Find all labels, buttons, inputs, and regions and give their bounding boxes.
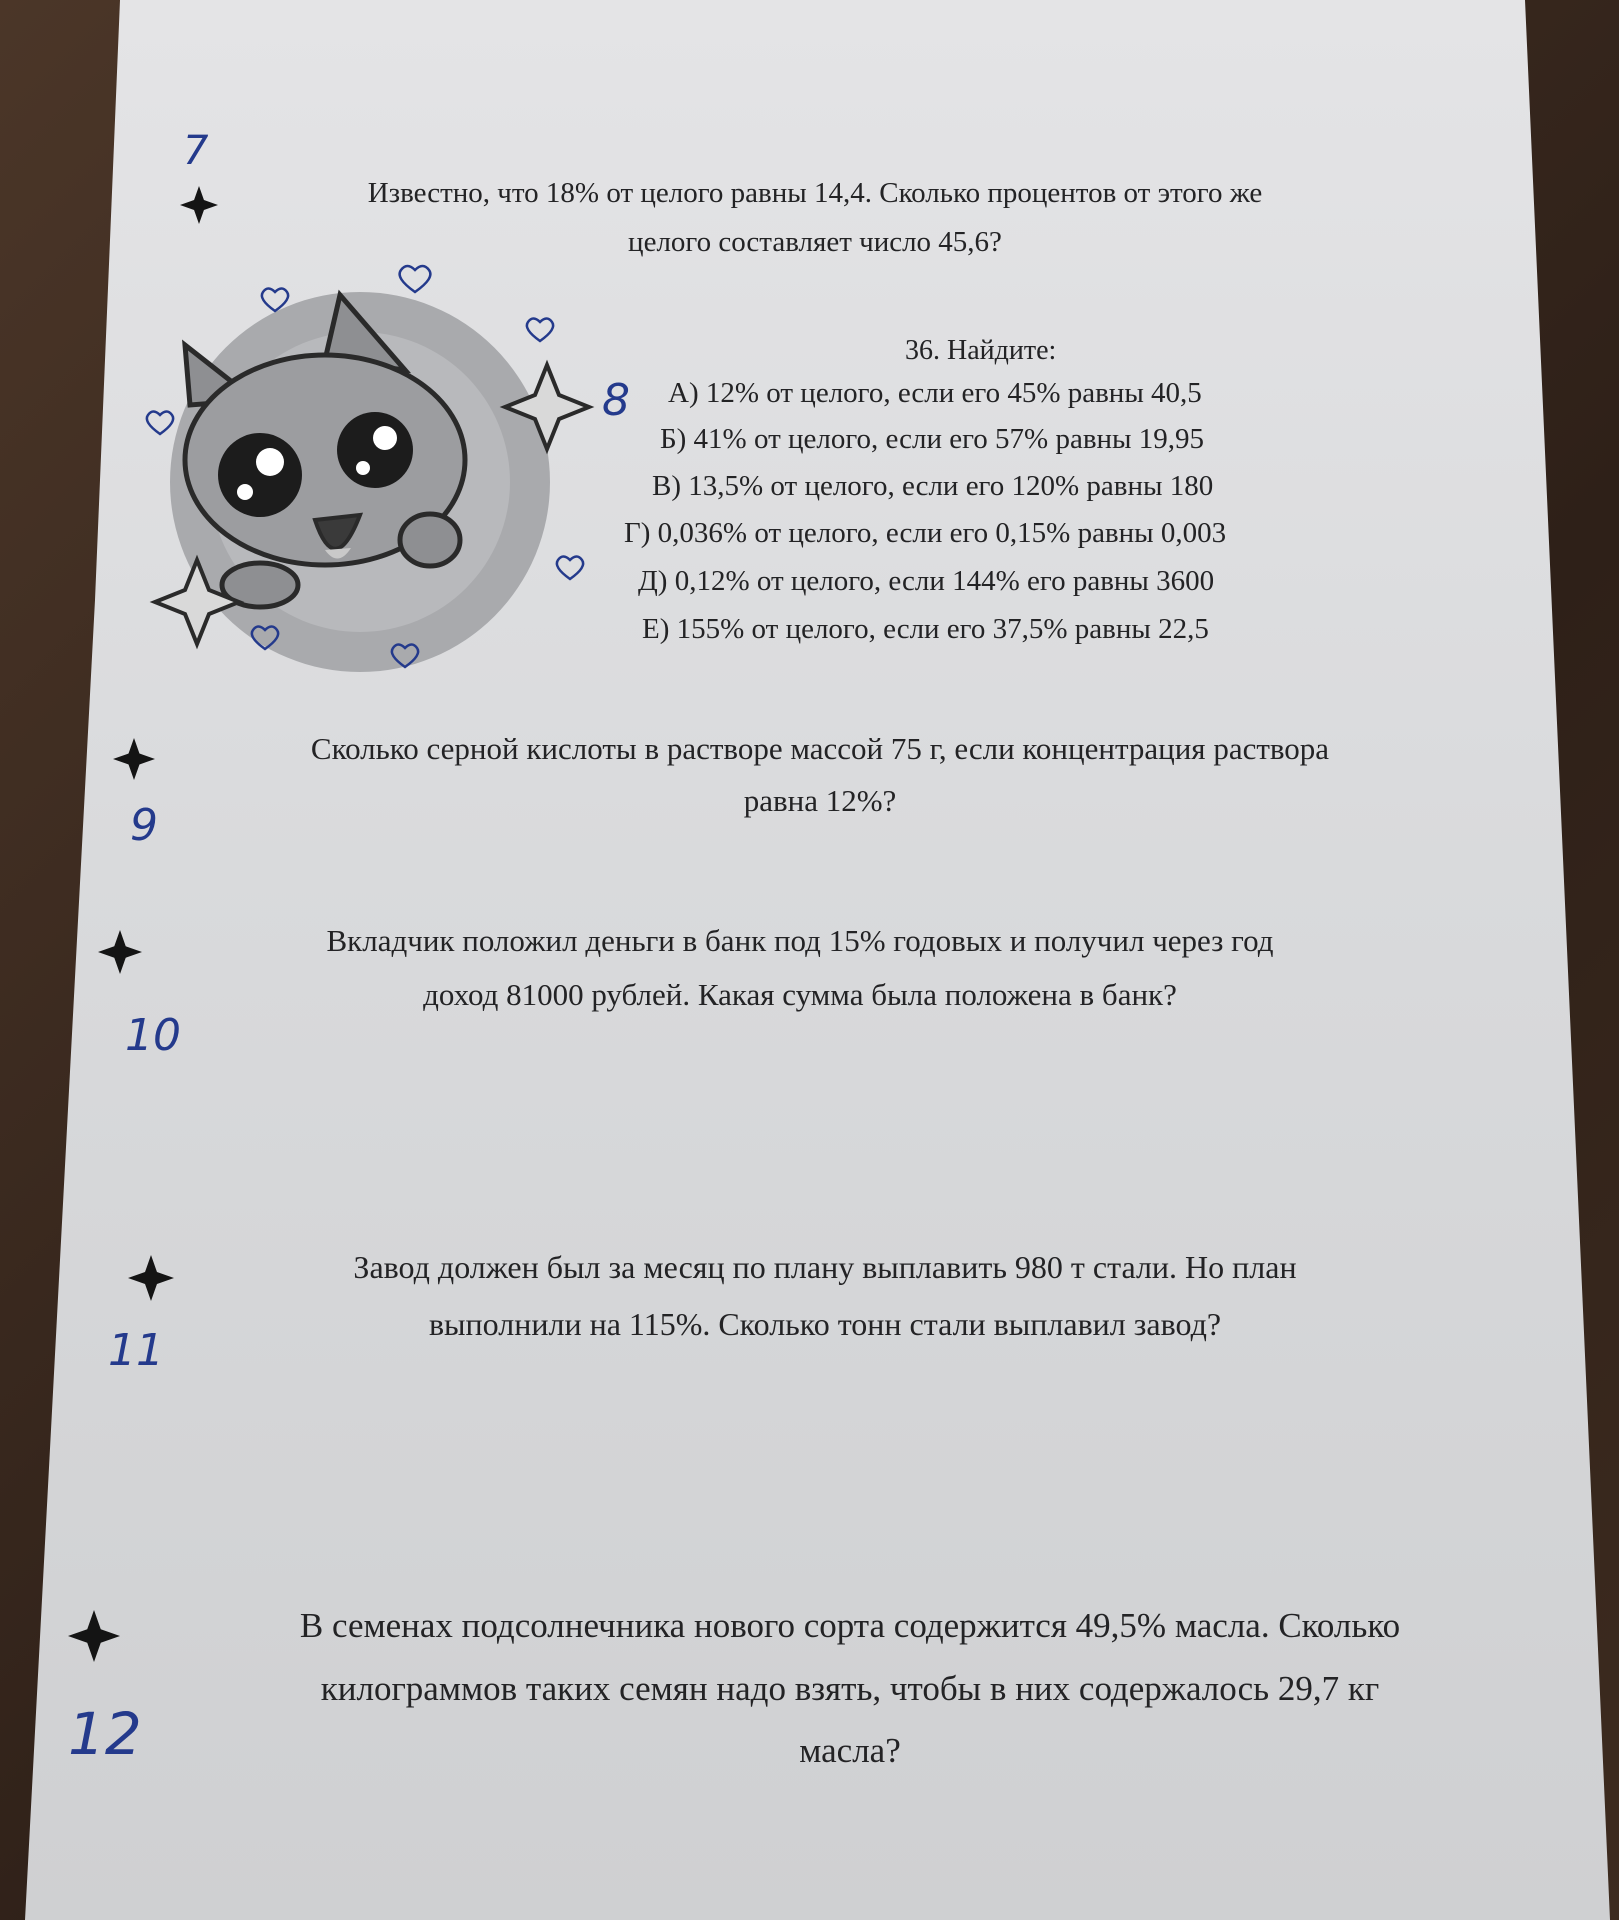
- question-12-line-3: масла?: [799, 1731, 901, 1771]
- question-10-line-2: доход 81000 рублей. Какая сумма была положена в банк?: [423, 976, 1177, 1012]
- question-12-line-1: В семенах подсолнечника нового сорта содержится 49,5% масла. Сколько: [299, 1606, 1401, 1645]
- question-7-number: 7: [183, 128, 209, 174]
- question-9-number: 9: [130, 800, 158, 851]
- question-8-heading: 36. Найдите:: [905, 335, 1057, 366]
- question-12-number: 12: [68, 1700, 142, 1768]
- question-11-number: 11: [108, 1325, 164, 1376]
- question-8-item: А) 12% от целого, если его 45% равны 40,5: [668, 377, 1202, 409]
- question-10-text: [160, 922, 1440, 1014]
- question-9-text: [170, 730, 1470, 820]
- question-8-item: Б) 41% от целого, если его 57% равны 19,95: [660, 423, 1205, 455]
- question-8-item: Д) 0,12% от целого, если 144% его равны 3600: [638, 565, 1215, 597]
- question-10-line-1: Вкладчик положил деньги в банк под 15% годовых и получил через год: [326, 923, 1274, 958]
- heart-icon: [400, 266, 431, 292]
- question-8-item: Г) 0,036% от целого, если его 0,15% равны 0,003: [624, 517, 1227, 549]
- question-8-number: 8: [602, 375, 630, 426]
- cat-illustration: [145, 250, 605, 690]
- question-11-line-1: Завод должен был за месяц по плану выплавить 980 т стали. Но план: [353, 1249, 1297, 1285]
- cat-right-paw: [400, 514, 460, 566]
- question-11-text: [190, 1248, 1460, 1344]
- question-12-line-2: килограммов таких семян надо взять, чтобы в них содержалось 29,7 кг: [320, 1668, 1380, 1708]
- cat-right-eye: [337, 412, 413, 488]
- question-7-text: [230, 176, 1400, 261]
- question-9-line-2: равна 12%?: [743, 782, 897, 818]
- heart-icon: [527, 319, 553, 342]
- heart-icon: [147, 412, 173, 435]
- cat-left-eye: [218, 433, 302, 517]
- question-12-text: [130, 1605, 1570, 1773]
- question-10-number: 10: [125, 1010, 181, 1061]
- heart-icon: [262, 289, 288, 312]
- question-8-item: Е) 155% от целого, если его 37,5% равны 22,5: [642, 613, 1209, 645]
- question-8-item: В) 13,5% от целого, если его 120% равны 180: [652, 470, 1214, 502]
- question-11-line-2: выполнили на 115%. Сколько тонн стали выплавил завод?: [428, 1306, 1222, 1343]
- heart-icon: [557, 557, 583, 580]
- question-7-line-2: целого составляет число 45,6?: [628, 226, 1002, 259]
- question-9-line-1: Сколько серной кислоты в растворе массой 75 г, если концентрация раствора: [310, 731, 1330, 766]
- question-7-line-1: Известно, что 18% от целого равны 14,4. Сколько процентов от этого же: [367, 177, 1263, 209]
